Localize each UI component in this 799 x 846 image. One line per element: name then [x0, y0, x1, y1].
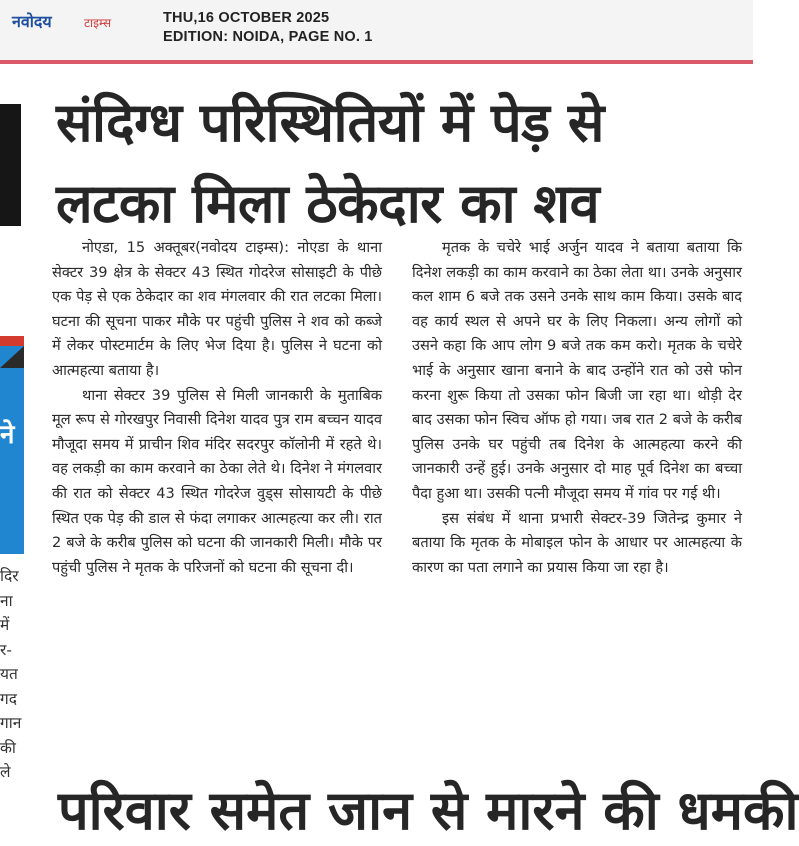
- headline-line-2: लटका मिला ठेकेदार का शव: [56, 172, 600, 235]
- logo-sub-text: टाइम्स: [84, 16, 112, 30]
- neighbour-ad-red-strip: [0, 336, 24, 346]
- neighbour-ad-glyph: ने: [0, 420, 15, 450]
- article-column-right: [412, 236, 742, 580]
- right-paragraph-2: इस संबंध में थाना प्रभारी सेक्टर-39 जितेन्द्र कुमार ने बताया कि मृतक के मोबाइल फोन के आधार पर आत्महत्या के कारण का पता लगाने का प्रयास किया जा रहा है।: [412, 509, 742, 576]
- neighbour-text-line: गद: [0, 689, 17, 708]
- edition-info: [163, 9, 373, 47]
- edition-page: EDITION: NOIDA, PAGE NO. 1: [163, 29, 373, 45]
- masthead-bar: [0, 0, 753, 62]
- left-paragraph-2: थाना सेक्टर 39 पुलिस से मिली जानकारी के मुताबिक मूल रूप से गोरखपुर निवासी दिनेश यादव पुत्र राम बच्चन यादव मौजूदा समय में प्राचीन शिव मंदिर सदरपुर कॉलोनी में रहते थे। वह लकड़ी का काम करवाने का ठेका लेते थे। दिनेश ने मंगलवार की रात को सेक्टर 43 स्थित गोदरेज वुड्स सोसायटी के पीछे स्थित एक पेड़ की डाल से फंदा लगाकर आत्महत्या कर ली। रात 2 बजे के करीब पुलिस को घटना की जानकारी मिली। मौके पर पहुंची पुलिस ने मृतक के परिजनों को घटना की सूचना दी।: [52, 386, 382, 576]
- left-paragraph-1: नोएडा, 15 अक्तूबर(नवोदय टाइम्स): नोएडा के थाना सेक्टर 39 क्षेत्र के सेक्टर 43 स्थित गोदरेज सोसाइटी के पीछे एक पेड़ से एक ठेकेदार का शव मंगलवार की रात लटका मिला। घटना की सूचना पाकर मौके पर पहुंची पुलिस ने शव को कब्जे में लेकर पोस्टमार्टम के लिए भेज दिया है। पुलिस ने घटना को आत्महत्या बताया है।: [52, 239, 382, 379]
- logo-main-text: नवोदय: [12, 12, 52, 31]
- article-headline: [56, 82, 746, 244]
- publication-date: THU,16 OCTOBER 2025: [163, 10, 330, 26]
- headline-line-1: संदिग्ध परिस्थितियों में पेड़ से: [56, 91, 604, 154]
- next-article-headline: परिवार समेत जान से मारने की धमकी: [58, 779, 799, 842]
- right-paragraph-1: मृतक के चचेरे भाई अर्जुन यादव ने बताया बताया कि दिनेश लकड़ी का काम करवाने का ठेका लेता था। उनके अनुसार कल शाम 6 बजे तक उसने उनके साथ काम किया। उसके बाद वह कार्य स्थल से अपने घर के लिए निकला। अन्य लोगों को उसने कहा कि आप लोग 9 बजे तक कम करो। मृतक के चचेरे भाई के अनुसार खाना बनाने के बाद उन्होंने रात को उसे फोन करना शुरू किया तो उसका फोन बिजी जा रहा था। थोड़ी देर बाद उसका फोन स्विच ऑफ हो गया। जब रात 2 बजे के करीब पुलिस उनके घर पहुंची तब दिनेश के आत्महत्या करने की जानकारी उन्हें हुई। उनके अनुसार दो माह पूर्व दिनेश का बच्चा पैदा हुआ था। उसकी पत्नी मौजूदा समय में गांव पर गई थी।: [412, 239, 742, 502]
- neighbour-text-line: ना: [0, 591, 13, 610]
- article-clipping: [0, 64, 799, 842]
- neighbour-headline-fragment: [0, 104, 21, 226]
- neighbour-text-line: दिर: [0, 567, 19, 585]
- neighbour-ad-fragment: [0, 336, 24, 554]
- neighbour-text-line: में: [0, 616, 10, 634]
- neighbour-column-fragment: [0, 564, 22, 785]
- neighbour-text-line: गान: [0, 714, 22, 732]
- newspaper-logo[interactable]: [12, 10, 138, 34]
- neighbour-text-line: र-: [0, 640, 12, 659]
- neighbour-text-line: यत: [0, 665, 18, 683]
- neighbour-text-line: की: [0, 738, 16, 757]
- article-column-left: [52, 236, 382, 580]
- neighbour-text-line: ले: [0, 763, 11, 781]
